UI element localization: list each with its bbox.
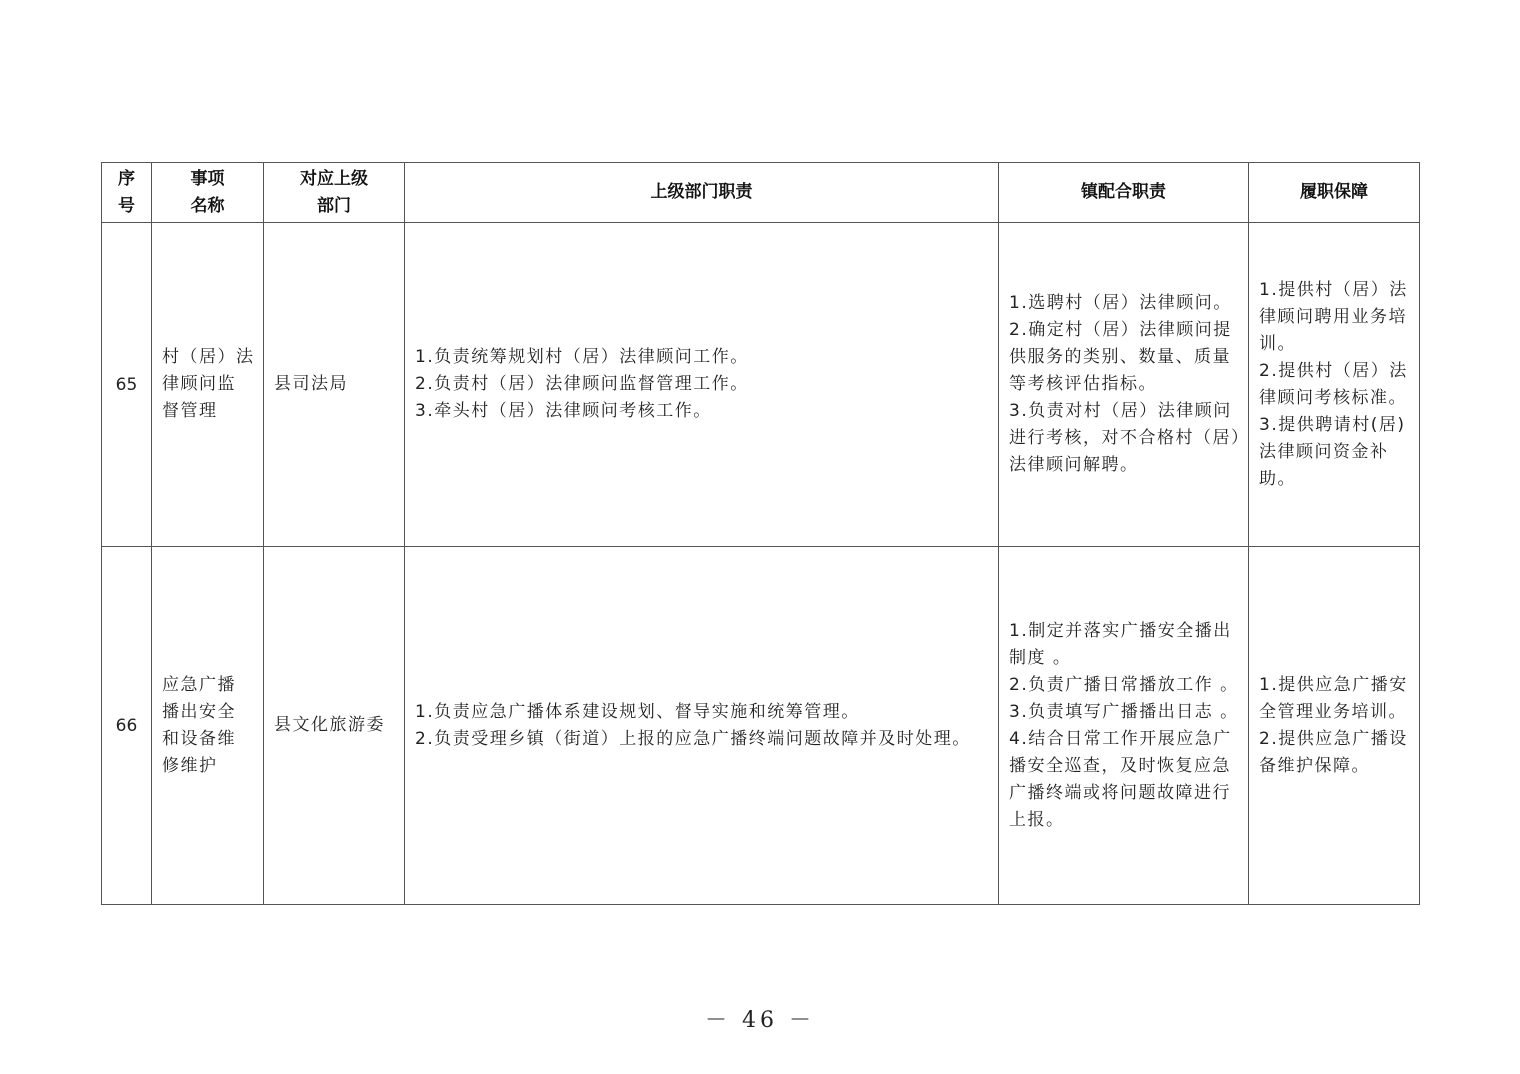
town-duties: 1.制定并落实广播安全播出制度 。 2.负责广播日常播放工作 。 3.负责填写广播播出日志 。 4.结合日常工作开展应急广播安全巡查，及时恢复应急广播终端或将问题故障进行上报。 — [999, 547, 1249, 905]
header-support: 履职保障 — [1249, 163, 1420, 223]
row-number: 66 — [102, 547, 152, 905]
header-row — [102, 163, 1420, 223]
upper-duties: 1.负责应急广播体系建设规划、督导实施和统筹管理。 2.负责受理乡镇（街道）上报的应急广播终端问题故障并及时处理。 — [405, 547, 999, 905]
duty-table — [101, 162, 1420, 905]
upper-department: 县文化旅游委 — [264, 547, 405, 905]
header-upper-duties: 上级部门职责 — [405, 163, 999, 223]
header-upper-department: 对应上级 部门 — [264, 163, 405, 223]
upper-duties: 1.负责统筹规划村（居）法律顾问工作。 2.负责村（居）法律顾问监督管理工作。 3.牵头村（居）法律顾问考核工作。 — [405, 223, 999, 547]
row-number: 65 — [102, 223, 152, 547]
town-duties: 1.选聘村（居）法律顾问。 2.确定村（居）法律顾问提供服务的类别、数量、质量等考核评估指标。 3.负责对村（居）法律顾问进行考核，对不合格村（居）法律顾问解聘。 — [999, 223, 1249, 547]
item-name: 村（居）法 律顾问监 督管理 — [152, 223, 264, 547]
page-number: － 46 － — [705, 1008, 815, 1033]
item-name: 应急广播 播出安全 和设备维 修维护 — [152, 547, 264, 905]
header-no: 序 号 — [102, 163, 152, 223]
header-town-duties: 镇配合职责 — [999, 163, 1249, 223]
support-measures: 1.提供村（居）法律顾问聘用业务培训。 2.提供村（居）法律顾问考核标准。 3.提供聘请村(居)法律顾问资金补助。 — [1249, 223, 1420, 547]
support-measures: 1.提供应急广播安全管理业务培训。 2.提供应急广播设备维护保障。 — [1249, 547, 1420, 905]
table-row — [102, 547, 1420, 905]
header-item-name: 事项 名称 — [152, 163, 264, 223]
upper-department: 县司法局 — [264, 223, 405, 547]
table-row — [102, 223, 1420, 547]
